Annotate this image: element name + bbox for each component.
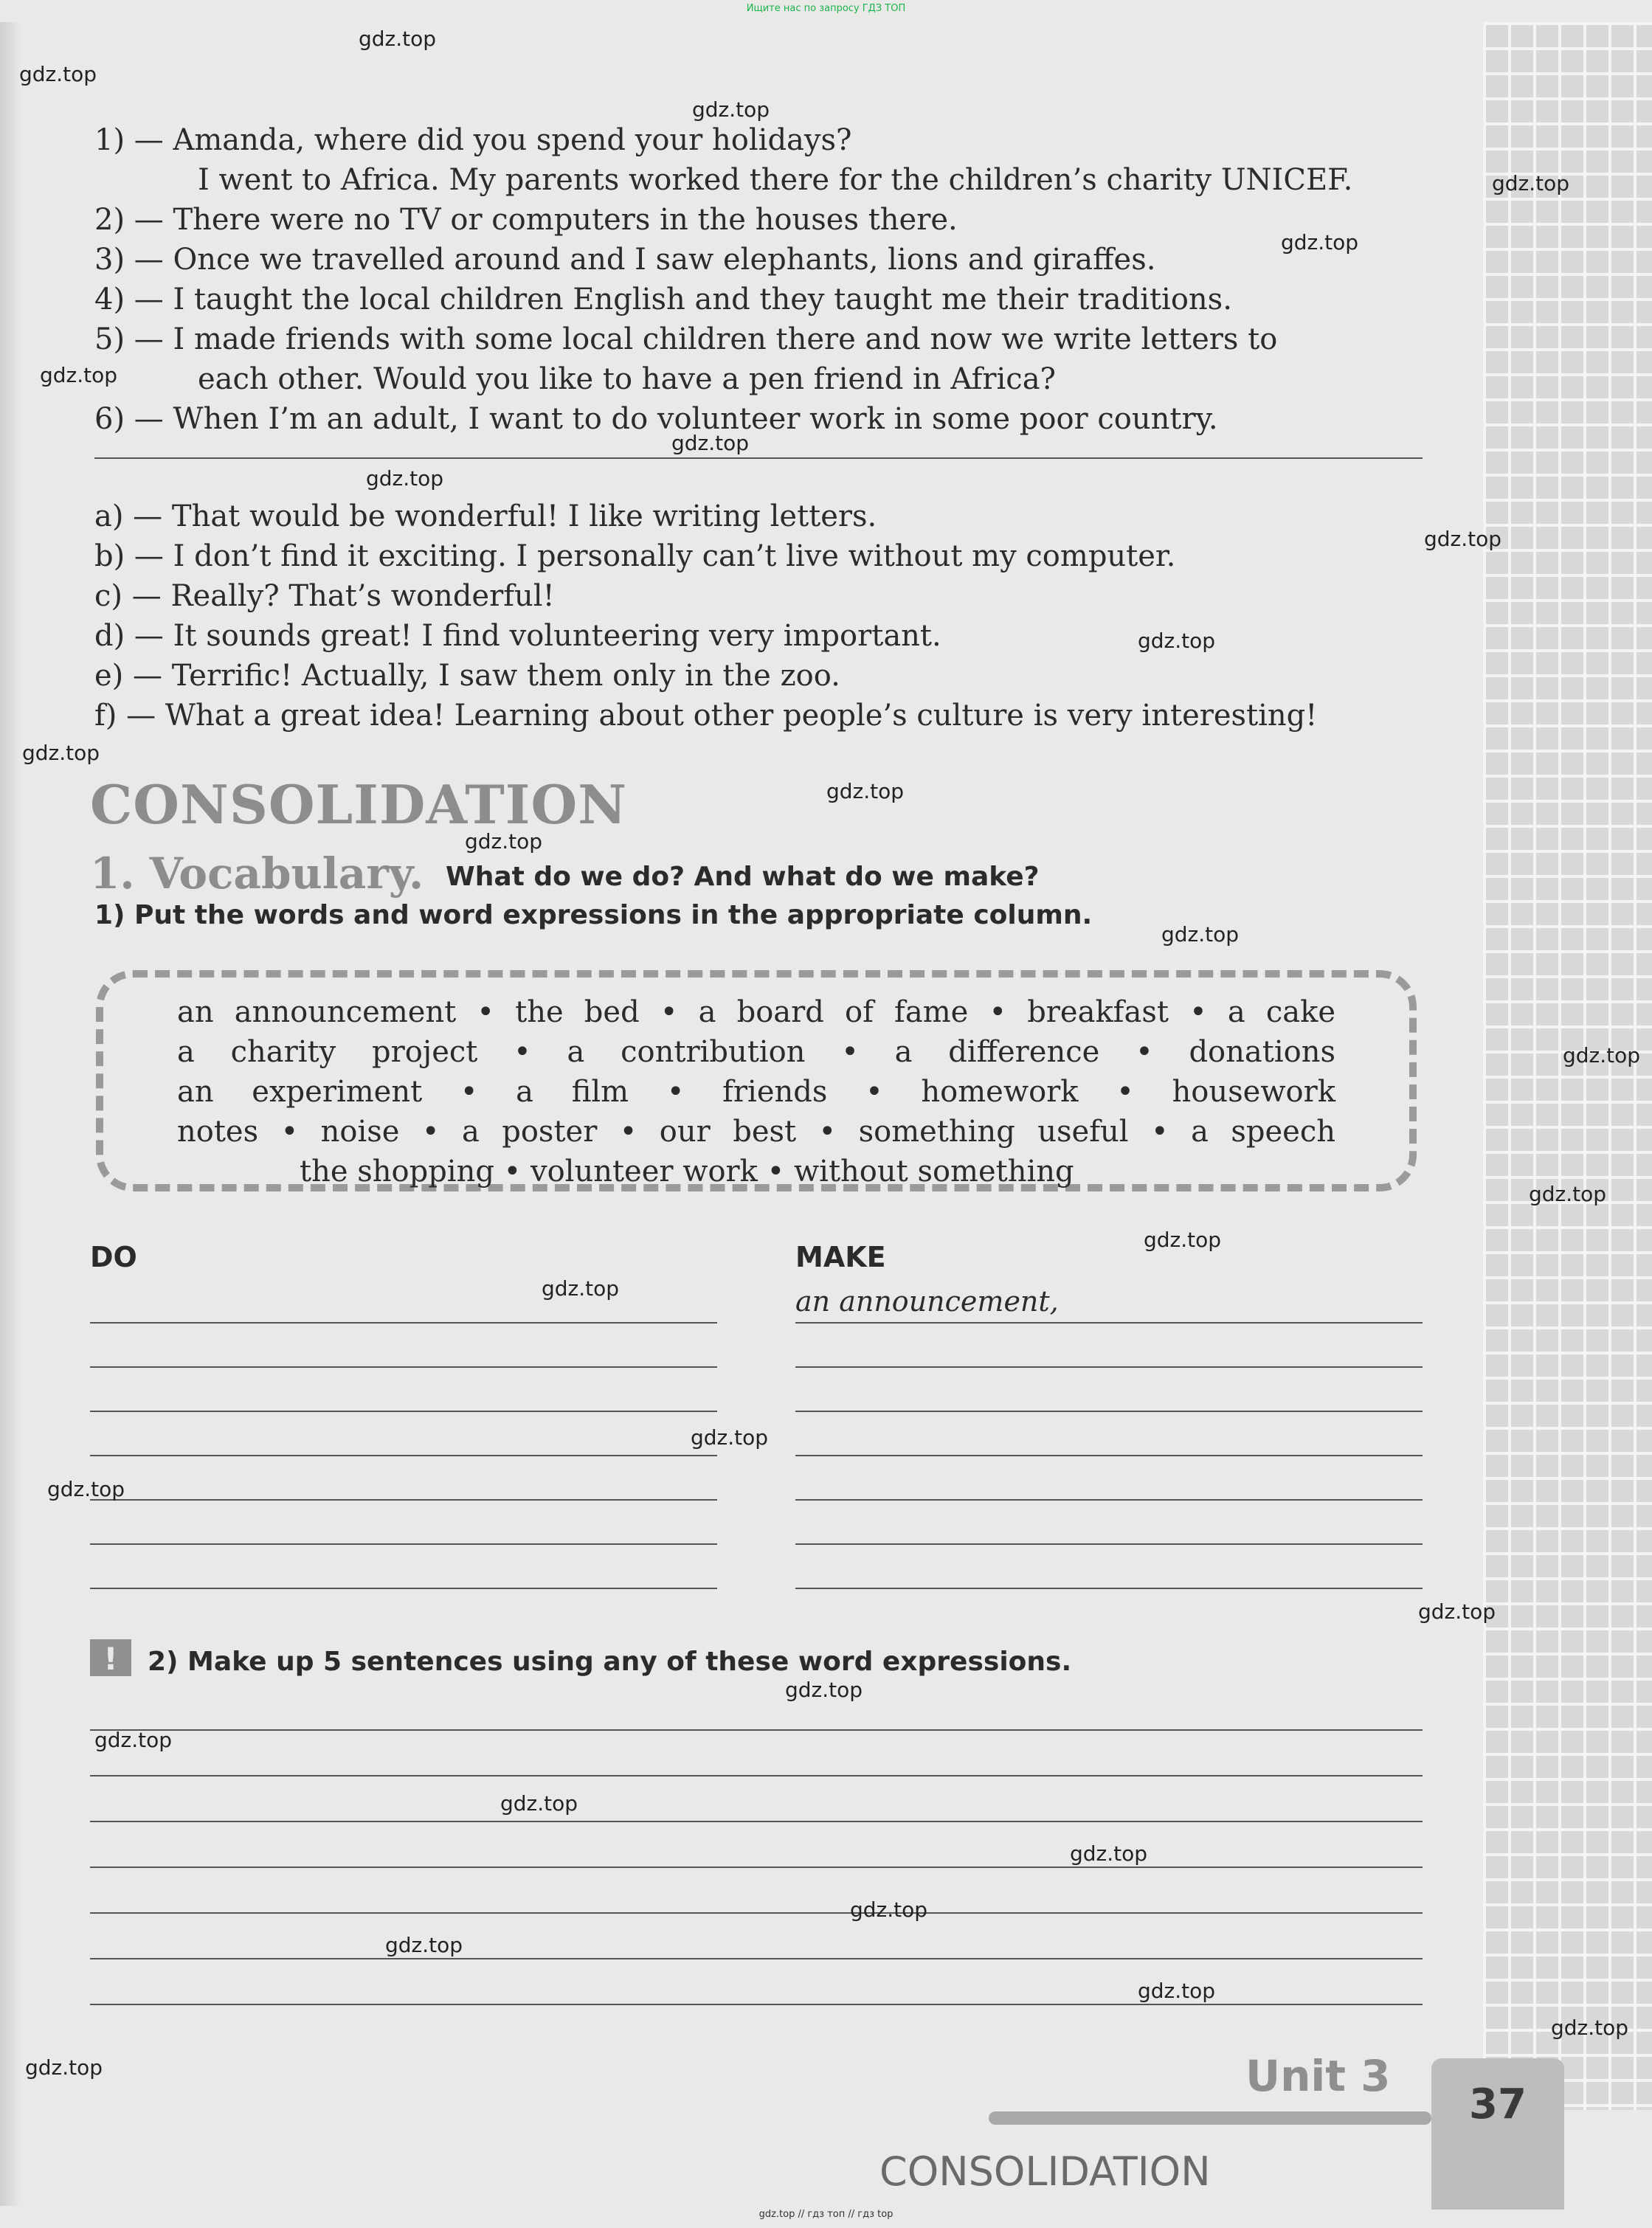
unit-label: Unit 3	[1245, 2051, 1391, 2101]
watermark: gdz.top	[1492, 171, 1570, 196]
watermark: gdz.top	[1138, 629, 1216, 653]
make-line[interactable]	[795, 1588, 1423, 1589]
word-box-line-2: a charity project • a contribution • a difference • donations	[177, 1035, 1335, 1069]
watermark: gdz.top	[94, 1728, 173, 1752]
make-line[interactable]	[795, 1411, 1423, 1412]
do-line[interactable]	[90, 1366, 717, 1368]
column-make: MAKE	[795, 1241, 886, 1273]
make-line[interactable]	[795, 1322, 1423, 1324]
watermark: gdz.top	[1161, 922, 1240, 947]
do-line[interactable]	[90, 1411, 717, 1412]
vocabulary-title: 1. Vocabulary.	[90, 848, 424, 899]
watermark: gdz.top	[850, 1897, 928, 1922]
word-box-line-5: the shopping • volunteer work • without something	[300, 1155, 1074, 1189]
top-search-note: Ищите нас по запросу ГДЗ ТОП	[746, 3, 906, 14]
dialogue-line-5: 5) — I made friends with some local children there and now we write letters to	[94, 322, 1278, 356]
make-example: an announcement,	[795, 1285, 1059, 1318]
instruction-2: 2) Make up 5 sentences using any of these word expressions.	[148, 1647, 1072, 1677]
watermark: gdz.top	[25, 2055, 103, 2080]
dialogue-line-4: 4) — I taught the local children English and they taught me their traditions.	[94, 283, 1232, 316]
response-e: e) — Terrific! Actually, I saw them only in the zoo.	[94, 659, 840, 693]
make-line[interactable]	[795, 1455, 1423, 1456]
watermark: gdz.top	[826, 779, 905, 803]
word-box-line-3: an experiment • a film • friends • homework • housework	[177, 1075, 1335, 1109]
page-gutter-shade	[0, 22, 21, 2206]
page-number: 37	[1469, 2080, 1527, 2128]
watermark: gdz.top	[1563, 1043, 1641, 1068]
watermark: gdz.top	[1070, 1841, 1148, 1866]
exclamation-icon	[90, 1639, 131, 1676]
do-line[interactable]	[90, 1588, 717, 1589]
watermark: gdz.top	[1529, 1182, 1607, 1206]
sentence-line[interactable]	[90, 1958, 1423, 1959]
watermark: gdz.top	[691, 1425, 769, 1450]
watermark: gdz.top	[1418, 1599, 1496, 1624]
make-line[interactable]	[795, 1543, 1423, 1545]
do-line[interactable]	[90, 1543, 717, 1545]
vocabulary-question: What do we do? And what do we make?	[446, 862, 1040, 892]
sentence-line[interactable]	[90, 1912, 1423, 1914]
sentence-line[interactable]	[90, 1729, 1423, 1731]
sentence-line[interactable]	[90, 1867, 1423, 1868]
dialogue-line-2: 2) — There were no TV or computers in the houses there.	[94, 203, 958, 237]
watermark: gdz.top	[1424, 527, 1502, 551]
dialogue-line-1: 1) — Amanda, where did you spend your holidays?	[94, 123, 852, 157]
watermark: gdz.top	[40, 363, 118, 387]
dialogue-line-1b: I went to Africa. My parents worked there for the children’s charity UNICEF.	[198, 163, 1353, 197]
watermark: gdz.top	[465, 829, 543, 854]
bottom-note: gdz.top // гдз топ // гдз top	[758, 2209, 894, 2220]
word-box-line-4: notes • noise • a poster • our best • something useful • a speech	[177, 1115, 1335, 1149]
consolidation-title: CONSOLIDATION	[90, 773, 628, 836]
sentence-line[interactable]	[90, 2004, 1423, 2005]
sentence-line[interactable]	[90, 1775, 1423, 1776]
response-f: f) — What a great idea! Learning about other people’s culture is very interesting!	[94, 699, 1318, 733]
word-box-line-1: an announcement • the bed • a board of fame • breakfast • a cake	[177, 995, 1335, 1029]
do-line[interactable]	[90, 1455, 717, 1456]
footer-section-label: CONSOLIDATION	[879, 2148, 1211, 2195]
response-a: a) — That would be wonderful! I like writing letters.	[94, 499, 877, 533]
column-do: DO	[90, 1241, 137, 1273]
dialogue-line-6: 6) — When I’m an adult, I want to do volunteer work in some poor country.	[94, 402, 1218, 436]
watermark: gdz.top	[366, 466, 444, 491]
sentence-line[interactable]	[90, 1821, 1423, 1822]
watermark: gdz.top	[1281, 230, 1359, 255]
dialogue-line-5b: each other. Would you like to have a pen friend in Africa?	[198, 362, 1056, 396]
response-b: b) — I don’t find it exciting. I personally can’t live without my computer.	[94, 539, 1176, 573]
watermark: gdz.top	[692, 97, 770, 122]
watermark: gdz.top	[1144, 1228, 1222, 1252]
watermark: gdz.top	[19, 62, 97, 86]
watermark: gdz.top	[500, 1791, 578, 1816]
watermark: gdz.top	[785, 1678, 863, 1702]
dialogue-line-3: 3) — Once we travelled around and I saw elephants, lions and giraffes.	[94, 243, 1156, 277]
make-line[interactable]	[795, 1499, 1423, 1501]
response-d: d) — It sounds great! I find volunteering very important.	[94, 619, 941, 653]
watermark: gdz.top	[385, 1933, 463, 1957]
watermark: gdz.top	[22, 741, 100, 765]
watermark: gdz.top	[671, 431, 750, 455]
response-c: c) — Really? That’s wonderful!	[94, 579, 555, 613]
do-line[interactable]	[90, 1322, 717, 1324]
watermark: gdz.top	[1551, 2016, 1629, 2040]
divider-rule	[94, 457, 1423, 459]
watermark: gdz.top	[47, 1477, 125, 1501]
watermark: gdz.top	[542, 1276, 620, 1301]
make-line[interactable]	[795, 1366, 1423, 1368]
watermark: gdz.top	[1138, 1979, 1216, 2003]
do-line[interactable]	[90, 1499, 717, 1501]
watermark: gdz.top	[359, 27, 437, 51]
unit-bar	[989, 2111, 1431, 2125]
instruction-1: 1) Put the words and word expressions in the appropriate column.	[94, 900, 1093, 930]
